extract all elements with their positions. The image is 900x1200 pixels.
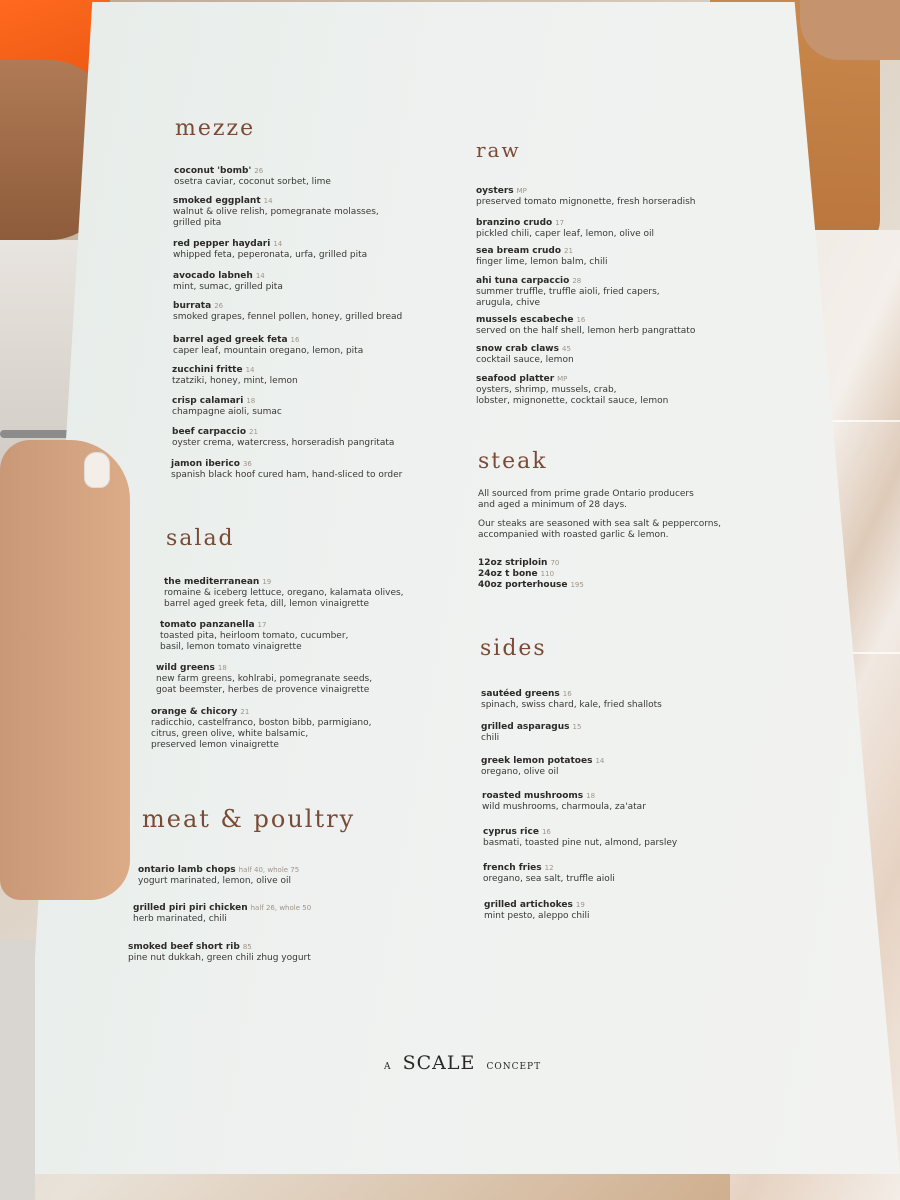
menu-item	[483, 819, 677, 849]
item-description: citrus, green olive, white balsamic,	[151, 729, 309, 739]
item-price: 45	[561, 345, 571, 353]
item-description: oyster crema, watercress, horseradish pangritata	[172, 438, 395, 448]
menu-item	[171, 451, 402, 481]
section-title-meat-poultry: meat & poultry	[142, 805, 356, 833]
menu-item	[476, 336, 574, 366]
item-price: 18	[217, 664, 227, 672]
steak-intro	[478, 489, 694, 511]
item-description: goat beemster, herbes de provence vinaigrette	[156, 685, 370, 695]
item-price: 14	[245, 366, 255, 374]
item-price: 85	[242, 943, 252, 951]
item-name: grilled artichokes	[484, 900, 573, 910]
item-description: oregano, sea salt, truffle aioli	[483, 874, 615, 884]
menu-item	[483, 855, 615, 885]
item-price: 21	[564, 247, 573, 255]
item-description: preserved tomato mignonette, fresh horseradish	[476, 197, 696, 207]
item-price: 12	[544, 864, 554, 872]
menu-card	[22, 2, 900, 1174]
steak-note-line: accompanied with roasted garlic & lemon.	[478, 530, 669, 540]
menu-item	[481, 748, 604, 778]
item-price: half 26, whole 50	[250, 904, 312, 912]
item-description: herb marinated, chili	[133, 914, 227, 924]
menu-item	[172, 357, 298, 387]
steak-intro-line: and aged a minimum of 28 days.	[478, 500, 628, 510]
item-name: oysters	[476, 186, 514, 196]
item-description: spinach, swiss chard, kale, fried shallots	[481, 700, 662, 710]
fingernail	[84, 452, 110, 488]
item-description: finger lime, lemon balm, chili	[476, 257, 608, 267]
item-description: new farm greens, kohlrabi, pomegranate seeds,	[156, 674, 373, 684]
item-name: ahi tuna carpaccio	[476, 276, 570, 286]
item-price: 16	[290, 336, 300, 344]
section-title-mezze: mezze	[175, 116, 256, 141]
menu-item	[482, 783, 646, 813]
item-price: 70	[550, 559, 560, 567]
item-description: smoked grapes, fennel pollen, honey, grilled bread	[173, 312, 403, 322]
item-description: grilled pita	[173, 218, 222, 228]
item-description: lobster, mignonette, cocktail sauce, lemon	[476, 396, 669, 406]
item-name: orange & chicory	[151, 707, 238, 717]
menu-item	[160, 612, 348, 653]
item-description: preserved lemon vinaigrette	[151, 740, 279, 750]
item-name: tomato panzanella	[160, 620, 255, 630]
item-name: avocado labneh	[173, 271, 253, 281]
item-name: burrata	[173, 301, 212, 311]
menu-item	[173, 263, 283, 293]
menu-item	[481, 681, 662, 711]
item-price: MP	[557, 375, 568, 383]
item-name: smoked eggplant	[173, 196, 261, 206]
item-description: barrel aged greek feta, dill, lemon vinaigrette	[164, 599, 370, 609]
menu-item	[156, 655, 372, 696]
menu-item	[173, 327, 363, 357]
item-description: radicchio, castelfranco, boston bibb, parmigiano,	[151, 718, 372, 728]
menu-item	[476, 210, 654, 240]
menu-item	[476, 366, 668, 407]
item-description: oysters, shrimp, mussels, crab,	[476, 385, 617, 395]
item-name: barrel aged greek feta	[173, 335, 288, 345]
menu-item	[476, 178, 696, 208]
menu-item	[138, 857, 299, 887]
section-title-raw: raw	[476, 138, 521, 162]
item-description: toasted pita, heirloom tomato, cucumber,	[160, 631, 349, 641]
item-name: sea bream crudo	[476, 246, 562, 256]
item-price: 15	[572, 723, 582, 731]
item-name: cyprus rice	[483, 827, 539, 837]
menu-item	[128, 934, 311, 964]
item-name: jamon iberico	[171, 459, 240, 469]
item-price: 14	[595, 757, 605, 765]
item-name: snow crab claws	[476, 344, 559, 354]
menu-item	[151, 699, 371, 751]
item-price: 14	[255, 272, 265, 280]
hand	[0, 440, 130, 900]
item-description: mint pesto, aleppo chili	[484, 911, 590, 921]
item-price: 18	[246, 397, 256, 405]
item-description: osetra caviar, coconut sorbet, lime	[174, 177, 331, 187]
item-description: caper leaf, mountain oregano, lemon, pita	[173, 346, 364, 356]
item-name: roasted mushrooms	[482, 791, 584, 801]
item-description: romaine & iceberg lettuce, oregano, kalamata olives,	[164, 588, 404, 598]
item-name: coconut 'bomb'	[174, 166, 252, 176]
item-description: pickled chili, caper leaf, lemon, olive oil	[476, 229, 655, 239]
item-price: 18	[586, 792, 596, 800]
item-price: 36	[242, 460, 252, 468]
section-title-sides: sides	[480, 636, 547, 661]
item-price: 16	[541, 828, 551, 836]
item-name: sautéed greens	[481, 689, 560, 699]
menu-item	[476, 268, 660, 309]
item-name: grilled piri piri chicken	[133, 903, 248, 913]
item-name: 40oz porterhouse	[478, 580, 568, 590]
item-description: summer truffle, truffle aioli, fried capers,	[476, 287, 660, 297]
item-name: the mediterranean	[164, 577, 260, 587]
item-name: red pepper haydari	[173, 239, 271, 249]
item-name: ontario lamb chops	[138, 865, 236, 875]
item-description: pine nut dukkah, green chili zhug yogurt	[128, 953, 311, 963]
item-price: 28	[572, 277, 582, 285]
item-description: tzatziki, honey, mint, lemon	[172, 376, 298, 386]
menu-item	[164, 569, 404, 610]
item-price: 26	[254, 167, 264, 175]
item-price: 16	[576, 316, 586, 324]
item-name: seafood platter	[476, 374, 555, 384]
item-description: spanish black hoof cured ham, hand-sliced to order	[171, 470, 403, 480]
item-price: MP	[516, 187, 527, 195]
item-name: branzino crudo	[476, 218, 553, 228]
item-price: 21	[240, 708, 250, 716]
item-price: 17	[257, 621, 267, 629]
item-name: smoked beef short rib	[128, 942, 240, 952]
item-name: french fries	[483, 863, 542, 873]
item-price: 195	[570, 581, 584, 589]
item-description: basmati, toasted pine nut, almond, parsley	[483, 838, 678, 848]
item-price: 110	[540, 570, 555, 578]
footer-a: A	[384, 1062, 392, 1072]
item-name: wild greens	[156, 663, 215, 673]
item-name: beef carpaccio	[172, 427, 246, 437]
item-name: 24oz t bone	[478, 569, 538, 579]
item-description: wild mushrooms, charmoula, za'atar	[482, 802, 646, 812]
item-description: arugula, chive	[476, 298, 541, 308]
steak-intro-line: All sourced from prime grade Ontario producers	[478, 489, 694, 499]
item-description: mint, sumac, grilled pita	[173, 282, 283, 292]
item-price: 14	[273, 240, 283, 248]
footer-concept: CONCEPT	[486, 1062, 542, 1072]
menu-item	[133, 895, 311, 925]
menu-item	[481, 714, 581, 744]
section-title-salad: salad	[166, 526, 235, 551]
item-name: mussels escabeche	[476, 315, 574, 325]
menu-item	[172, 419, 394, 449]
menu-item	[173, 293, 402, 323]
steak-cut	[478, 572, 584, 591]
item-price: 19	[262, 578, 272, 586]
item-description: chili	[481, 733, 500, 743]
menu-item	[476, 307, 695, 337]
menu-item	[173, 231, 367, 261]
menu-item	[173, 188, 379, 229]
sleeve	[0, 940, 35, 1200]
item-price: 14	[263, 197, 273, 205]
item-description: yogurt marinated, lemon, olive oil	[138, 876, 292, 886]
menu-item	[476, 238, 607, 268]
item-description: served on the half shell, lemon herb pangrattato	[476, 326, 696, 336]
item-name: 12oz striploin	[478, 558, 548, 568]
section-title-steak: steak	[478, 449, 548, 474]
footer-brand: SCALE	[402, 1052, 476, 1074]
item-name: grilled asparagus	[481, 722, 570, 732]
item-name: zucchini fritte	[172, 365, 243, 375]
item-price: half 40, whole 75	[238, 866, 300, 874]
item-description: champagne aioli, sumac	[172, 407, 282, 417]
item-description: basil, lemon tomato vinaigrette	[160, 642, 302, 652]
item-price: 19	[575, 901, 585, 909]
item-price: 26	[214, 302, 224, 310]
steak-note-line: Our steaks are seasoned with sea salt & peppercorns,	[478, 519, 722, 529]
menu-item	[172, 388, 282, 418]
item-name: crisp calamari	[172, 396, 244, 406]
item-name: greek lemon potatoes	[481, 756, 593, 766]
brand-footer	[384, 1052, 541, 1074]
item-description: walnut & olive relish, pomegranate molasses,	[173, 207, 379, 217]
item-price: 16	[562, 690, 572, 698]
item-price: 17	[555, 219, 565, 227]
background-hand	[800, 0, 900, 60]
menu-item	[484, 892, 590, 922]
item-price: 21	[249, 428, 258, 436]
item-description: oregano, olive oil	[481, 767, 559, 777]
item-description: whipped feta, peperonata, urfa, grilled pita	[173, 250, 368, 260]
steak-note	[478, 519, 721, 541]
item-description: cocktail sauce, lemon	[476, 355, 574, 365]
menu-item	[174, 158, 331, 188]
